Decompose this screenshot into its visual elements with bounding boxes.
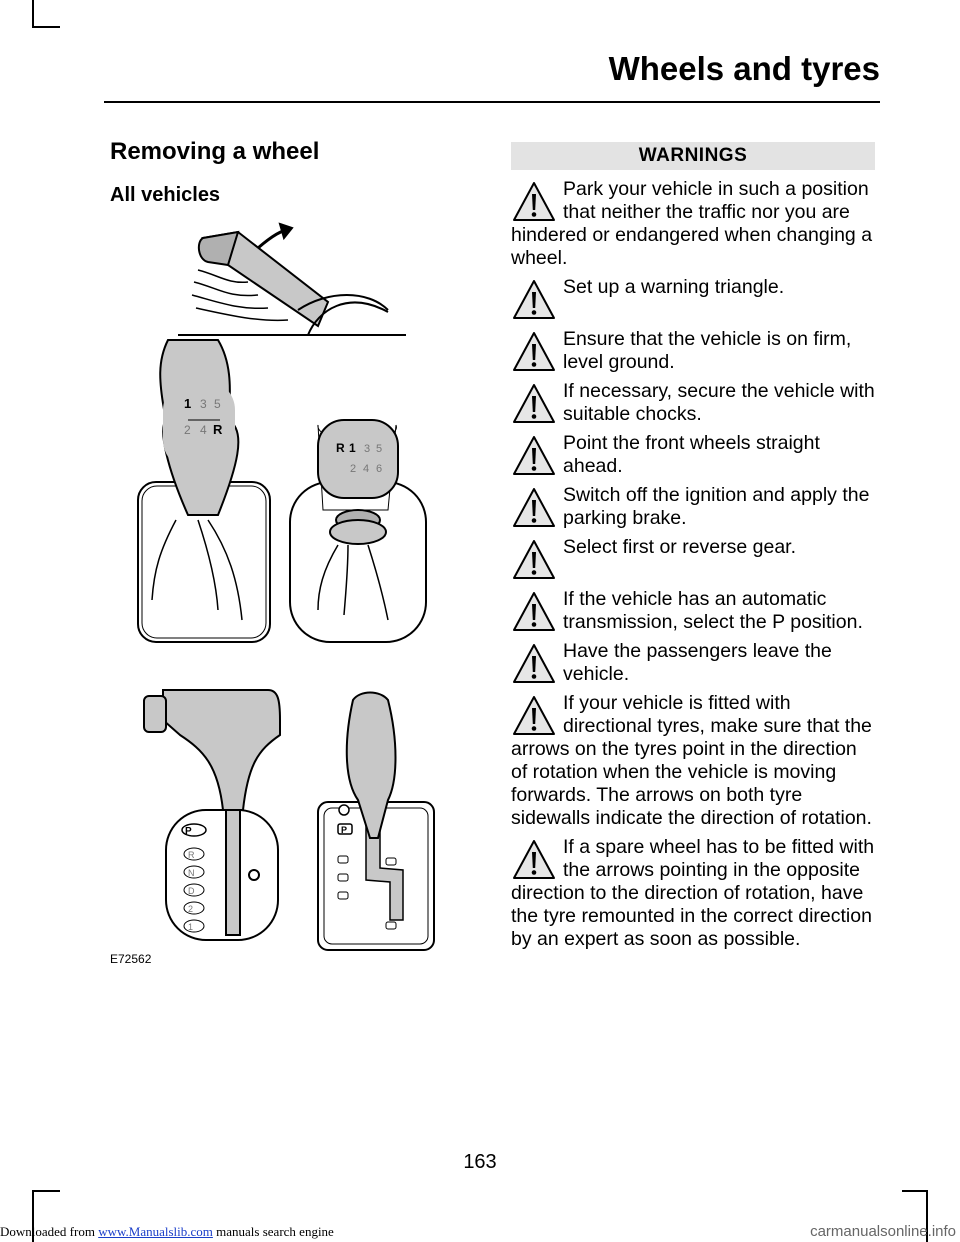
gear-label: P (185, 826, 192, 837)
gear-label: 3 (364, 443, 371, 455)
warning-text: Ensure that the vehicle is on firm, level ground. (563, 328, 852, 373)
gear-label: 3 (200, 397, 207, 411)
page-header (0, 50, 880, 88)
page-title: Wheels and tyres (608, 50, 880, 87)
gear-label: R (213, 422, 223, 437)
gear-label: 4 (363, 463, 370, 475)
warning-triangle-icon (511, 486, 557, 530)
crop-mark (902, 1190, 928, 1192)
sub-title: All vehicles (110, 184, 221, 206)
gear-label: 6 (376, 463, 383, 475)
warning-triangle-icon (511, 330, 557, 374)
watermark: carmanualsonline.info (810, 1223, 956, 1240)
footer-download-note (0, 1224, 334, 1240)
warning-triangle-icon (511, 180, 557, 224)
warning-triangle-icon (511, 434, 557, 478)
warning-text: Point the front wheels straight ahead. (563, 432, 820, 477)
warning-triangle-icon (511, 382, 557, 426)
manual-shifter-right (290, 420, 426, 642)
warning-text: Have the passengers leave the vehicle. (563, 640, 832, 685)
figure-code: E72562 (110, 952, 152, 966)
warning-triangle-icon (511, 590, 557, 634)
gear-label: 2 (350, 463, 357, 475)
warning-item (511, 276, 875, 322)
gear-label: 4 (200, 423, 207, 437)
gear-label: 1 (188, 922, 194, 932)
handbrake-lever (178, 224, 406, 335)
warning-text: If a spare wheel has to be fitted with the arrows pointing in the opposite direction to the direction of rotation, have the tyre remounted in the correct direction by an expert as soon as possible. (511, 836, 875, 950)
left-column (110, 138, 490, 207)
warning-item (511, 432, 875, 478)
gear-label: N (188, 868, 195, 878)
gear-label: R (188, 850, 195, 860)
gear-label: D (188, 886, 195, 896)
automatic-selector-left (144, 690, 280, 940)
warning-text: Select first or reverse gear. (563, 536, 797, 558)
warning-text: If necessary, secure the vehicle with suitable chocks. (563, 380, 875, 425)
warning-item (511, 588, 875, 634)
warning-item (511, 692, 875, 830)
warning-item (511, 380, 875, 426)
warning-item (511, 328, 875, 374)
gear-label: 1 (349, 441, 356, 455)
warning-triangle-icon (511, 538, 557, 582)
warnings-header: WARNINGS (511, 142, 875, 170)
gear-label: 2 (184, 423, 191, 437)
gear-illustration (108, 220, 448, 970)
warning-text: Switch off the ignition and apply the parking brake. (563, 484, 870, 529)
warning-triangle-icon (511, 642, 557, 686)
warning-text: Park your vehicle in such a position that neither the traffic nor you are hindered or endangered when changing a wheel. (511, 178, 873, 269)
warning-text: If the vehicle has an automatic transmission, select the P position. (563, 588, 863, 633)
gear-label: R (336, 441, 345, 455)
crop-mark (32, 0, 34, 28)
warning-text: If your vehicle is fitted with directional tyres, make sure that the arrows on the tyres point in the direction of rotation when the vehicle is moving forwards. The arrows on both tyre sidewalls indicate the direction of rotation. (511, 692, 872, 829)
section-title: Removing a wheel (110, 138, 320, 165)
gear-label: P (341, 825, 348, 835)
warning-item (511, 836, 875, 951)
warning-item (511, 536, 875, 582)
crop-mark (32, 1190, 60, 1192)
manual-shifter-left (138, 340, 270, 642)
warning-item (511, 640, 875, 686)
warning-item (511, 484, 875, 530)
warnings-box (511, 142, 875, 957)
gear-label: 1 (184, 396, 192, 411)
warning-triangle-icon (511, 838, 557, 882)
warning-item (511, 178, 875, 270)
crop-mark (32, 26, 60, 28)
manualslib-link[interactable]: www.Manualslib.com (98, 1224, 213, 1239)
automatic-selector-right (318, 693, 434, 951)
header-rule (104, 101, 880, 103)
warning-triangle-icon (511, 278, 557, 322)
gear-label: 5 (376, 443, 383, 455)
gear-label: 2 (188, 904, 194, 914)
warning-text: Set up a warning triangle. (563, 276, 785, 298)
warnings-list (511, 178, 875, 951)
gear-label: 5 (214, 397, 221, 411)
page-number: 163 (463, 1151, 497, 1173)
footer-prefix: Downloaded from (0, 1224, 99, 1239)
footer-suffix: manuals search engine (212, 1224, 334, 1239)
warning-triangle-icon (511, 694, 557, 738)
